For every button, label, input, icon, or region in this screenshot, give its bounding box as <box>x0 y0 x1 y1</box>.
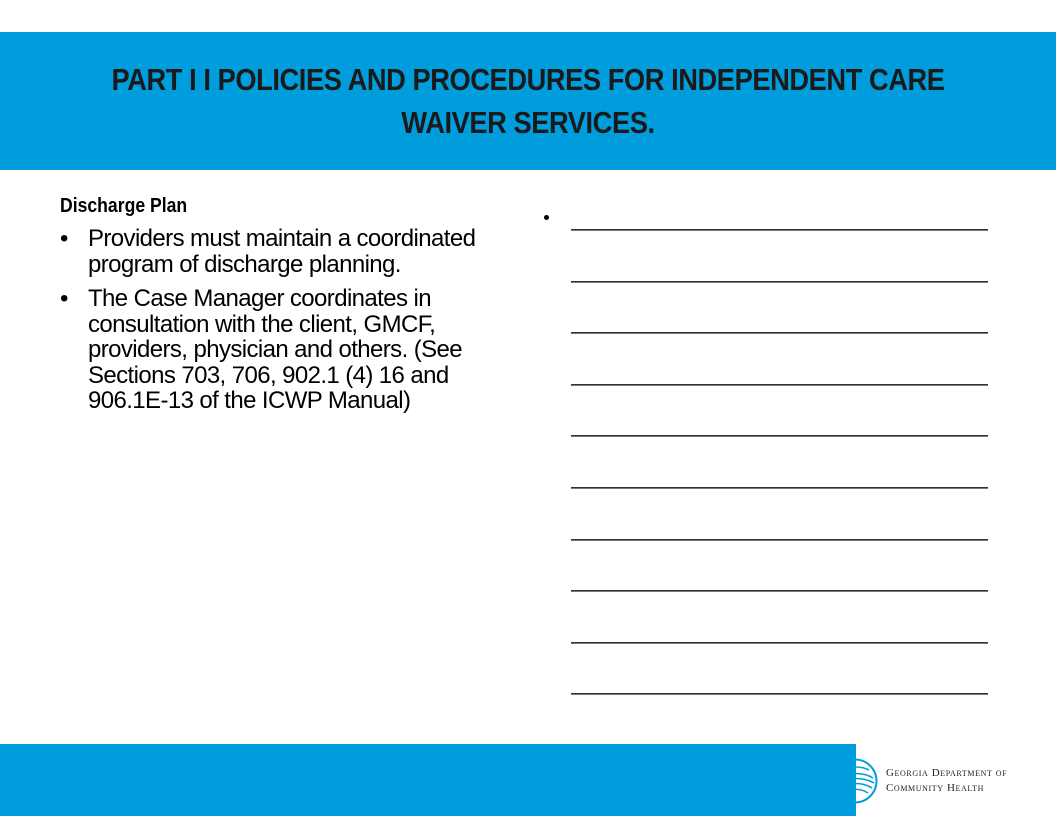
section-heading: Discharge Plan <box>60 195 188 217</box>
bullet-text: The Case Manager coordinates in consultation with the client, GMCF, providers, physician and others. (See Sections 703, 706, 902.1 (4) 16 and 906.1E-13 of the ICWP Manual) <box>88 285 463 414</box>
notes-line <box>571 487 988 489</box>
bullet-item-case-manager <box>60 286 518 414</box>
footer-band <box>0 744 856 816</box>
notes-line <box>571 435 988 437</box>
notes-line <box>571 332 988 334</box>
notes-line <box>571 539 988 541</box>
dch-logo-text <box>886 766 1007 796</box>
notes-line <box>571 590 988 592</box>
logo-line-2: Community Health <box>886 782 984 794</box>
bullet-item-providers <box>60 226 518 277</box>
notes-line <box>571 384 988 386</box>
bullet-text: Providers must maintain a coordinated program of discharge planning. <box>88 225 476 278</box>
dch-logo-icon <box>832 758 878 804</box>
bullet-list <box>60 226 510 414</box>
notes-line <box>571 229 988 231</box>
content-column <box>60 192 510 423</box>
notes-line <box>571 693 988 695</box>
notes-bullet-icon <box>544 215 549 220</box>
bullet-icon: • <box>60 225 68 252</box>
page-title: PART I I POLICIES AND PROCEDURES FOR INDEPENDENT CARE WAIVER SERVICES. <box>111 62 945 140</box>
dch-logo <box>832 758 1032 804</box>
logo-line-1: Georgia Department of <box>886 767 1008 779</box>
title-band <box>0 32 1056 170</box>
bullet-icon: • <box>60 285 68 312</box>
notes-line <box>571 642 988 644</box>
notes-line <box>571 281 988 283</box>
